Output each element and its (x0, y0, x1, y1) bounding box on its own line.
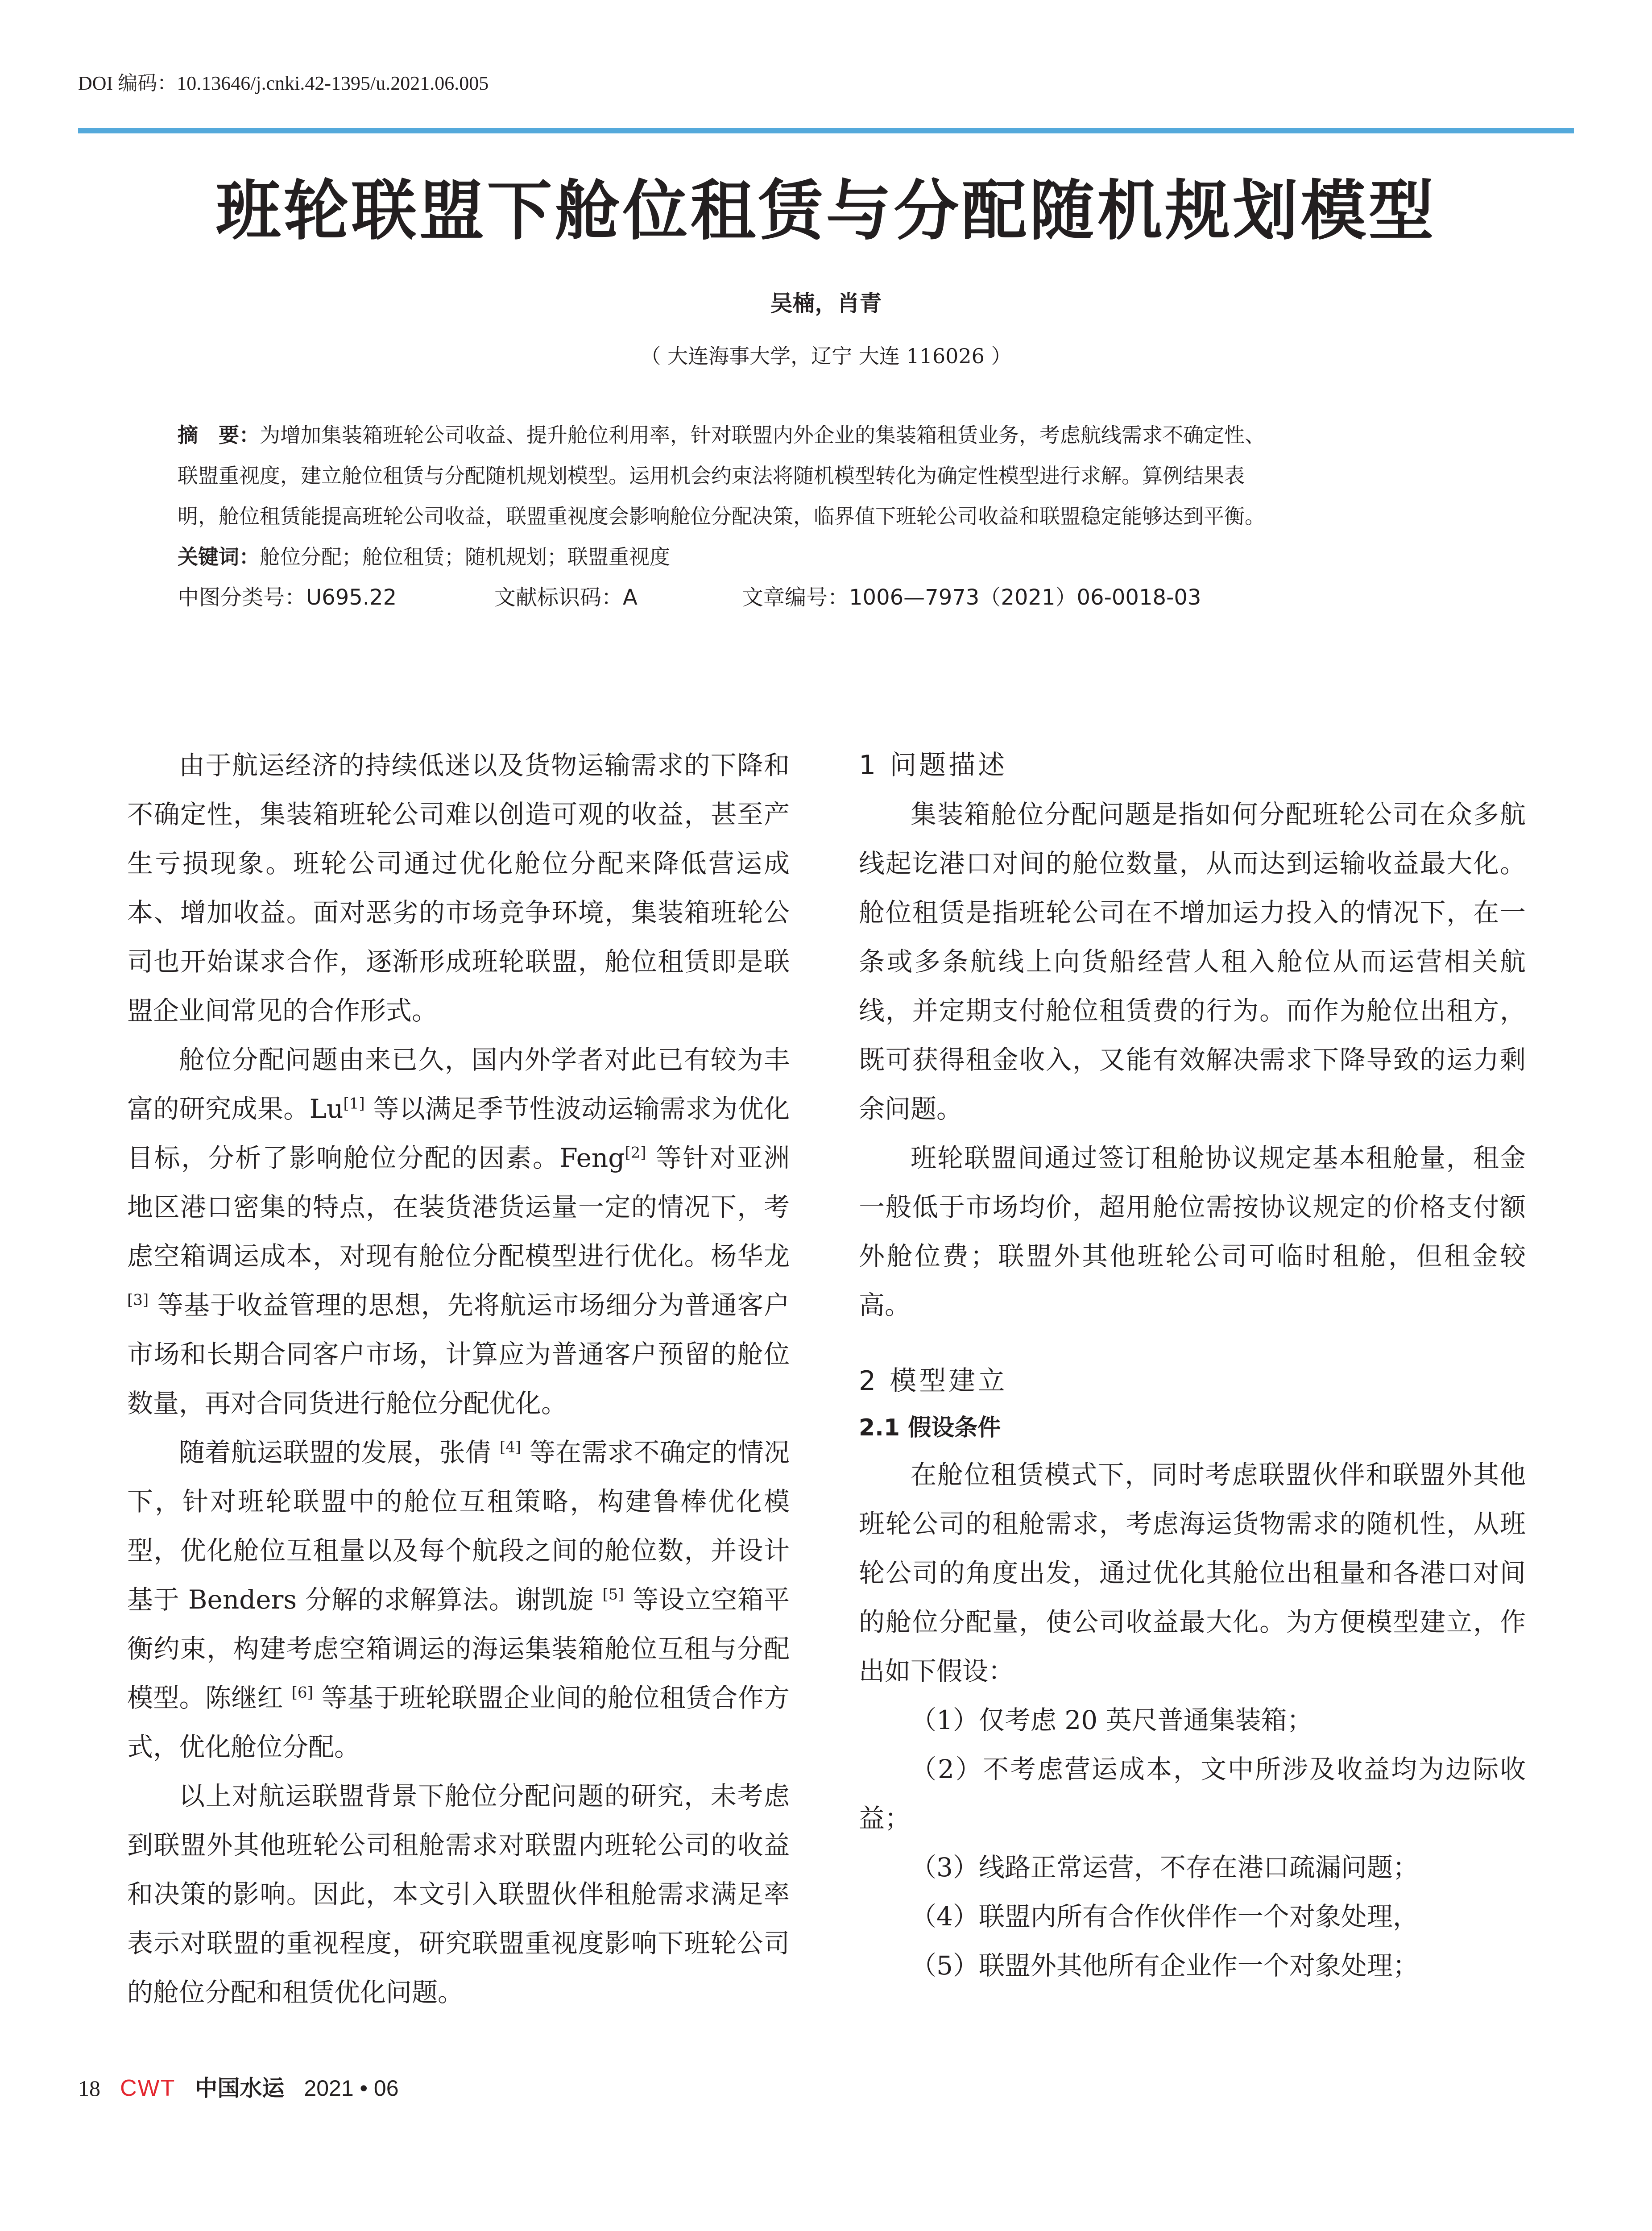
doc-code-item: 文献标识码：A (494, 585, 638, 610)
assumption-5: （5）联盟外其他所有企业作一个对象处理； (911, 1950, 1419, 1981)
abstract-label: 摘 要： (178, 423, 260, 447)
left-column (127, 741, 790, 2017)
classification-row (178, 577, 1485, 618)
subsection-2-1-heading: 2.1 假设条件 (859, 1414, 1001, 1441)
paper-title: 班轮联盟下舱位租赁与分配随机规划模型 (215, 173, 1437, 249)
keywords-label: 关键词： (178, 545, 260, 569)
section-gap (859, 1330, 1526, 1356)
abstract-line-1: 摘 要：为增加集装箱班轮公司收益、提升舱位利用率，针对联盟内外企业的集装箱租赁业务，考虑航线需求不确定性、 (178, 423, 1265, 447)
section-1-heading: 1 问题描述 (859, 750, 1008, 781)
abstract-line-2: 联盟重视度，建立舱位租赁与分配随机规划模型。运用机会约束法将随机模型转化为确定性模型进行求解。算例结果表 (178, 464, 1245, 488)
section-2-1-paragraph: 在舱位租赁模式下，同时考虑联盟伙伴和联盟外其他班轮公司的租舱需求，考虑海运货物需求的随机性，从班轮公司的角度出发，通过优化其舱位出租量和各港口对间的舱位分配量，使公司收益最大化。为方便模型建立，作出如下假设： (859, 1460, 1526, 1686)
clc-item: 中图分类号：U695.22 (178, 585, 397, 610)
paper-authors: 吴楠，肖青 (770, 290, 882, 316)
intro-paragraph-1: 由于航运经济的持续低迷以及货物运输需求的下降和不确定性，集装箱班轮公司难以创造可观的收益，甚至产生亏损现象。班轮公司通过优化舱位分配来降低营运成本、增加收益。面对恶劣的市场竞争环境，集装箱班轮公司也开始谋求合作，逐渐形成班轮联盟，舱位租赁即是联盟企业间常见的合作形式。 (127, 750, 790, 1026)
magazine-name: 中国水运 (195, 2075, 285, 2101)
citation-3: [3] (127, 1291, 149, 1309)
header-rule (78, 128, 1574, 133)
intro-paragraph-4: 以上对航运联盟背景下舱位分配问题的研究，未考虑到联盟外其他班轮公司租舱需求对联盟内班轮公司的收益和决策的影响。因此，本文引入联盟伙伴租舱需求满足率表示对联盟的重视程度，研究联盟重视度影响下班轮公司的舱位分配和租赁优化问题。 (127, 1781, 790, 2007)
article-no-item: 文章编号：1006—7973（2021）06-0018-03 (742, 585, 1201, 610)
keywords-line (178, 537, 1485, 577)
assumption-1: （1）仅考虑 20 英尺普通集装箱； (911, 1705, 1313, 1735)
intro-paragraph-3: 随着航运联盟的发展，张倩 [4] 等在需求不确定的情况下，针对班轮联盟中的舱位互租策略，构建鲁棒优化模型，优化舱位互租量以及每个航段之间的舱位数，并设计基于 Benders 分解的求解算法。谢凯旋 [5] 等设立空箱平衡约束，构建考虑空箱调运的海运集装箱舱位互租与分配模型。陈继红 [6] 等基于班轮联盟企业间的舱位租赁合作方式，优化舱位分配。 (127, 1437, 790, 1762)
section-2-heading: 2 模型建立 (859, 1365, 1008, 1397)
intro-paragraph-2: 舱位分配问题由来已久，国内外学者对此已有较为丰富的研究成果。Lu[1] 等以满足季节性波动运输需求为优化目标，分析了影响舱位分配的因素。Feng[2] 等针对亚洲地区港口密集的特点，在装货港货运量一定的情况下，考虑空箱调运成本，对现有舱位分配模型进行优化。杨华龙 [3] 等基于收益管理的思想，先将航运市场细分为普通客户市场和长期合同客户市场，计算应为普通客户预留的舱位数量，再对合同货进行舱位分配优化。 (127, 1045, 790, 1418)
assumption-2: （2）不考虑营运成本，文中所涉及收益均为边际收益； (859, 1754, 1526, 1833)
section-1-paragraph-1: 集装箱舱位分配问题是指如何分配班轮公司在众多航线起讫港口对间的舱位数量，从而达到运输收益最大化。舱位租赁是指班轮公司在不增加运力投入的情况下，在一条或多条航线上向货船经营人租入舱位从而运营相关航线，并定期支付舱位租赁费的行为。而作为舱位出租方，既可获得租金收入，又能有效解决需求下降导致的运力剩余问题。 (859, 799, 1526, 1124)
citation-2: [2] (625, 1144, 646, 1162)
brand-logo: CWT (120, 2075, 176, 2101)
doi-line: DOI 编码：10.13646/j.cnki.42-1395/u.2021.06.005 (78, 72, 489, 94)
assumption-3: （3）线路正常运营，不存在港口疏漏问题； (911, 1852, 1419, 1883)
issue-number: 2021 • 06 (304, 2076, 399, 2101)
citation-6: [6] (291, 1684, 313, 1702)
abstract-line-3: 明，舱位租赁能提高班轮公司收益，联盟重视度会影响舱位分配决策，临界值下班轮公司收益和联盟稳定能够达到平衡。 (178, 504, 1265, 528)
citation-1: [1] (343, 1095, 365, 1113)
citation-4: [4] (499, 1438, 522, 1456)
right-column (859, 741, 1526, 1990)
citation-5: [5] (602, 1585, 624, 1604)
page-number: 18 (78, 2076, 100, 2101)
paper-affiliation: （ 大连海事大学，辽宁 大连 116026 ） (640, 344, 1012, 368)
keywords-text: 舱位分配；舱位租赁；随机规划；联盟重视度 (260, 545, 670, 569)
section-1-paragraph-2: 班轮联盟间通过签订租舱协议规定基本租舱量，租金一般低于市场均价，超用舱位需按协议规定的价格支付额外舱位费；联盟外其他班轮公司可临时租舱，但租金较高。 (859, 1143, 1526, 1320)
abstract-block (178, 415, 1485, 618)
page-footer (78, 2070, 399, 2102)
assumption-4: （4）联盟内所有合作伙伴作一个对象处理， (911, 1901, 1419, 1932)
